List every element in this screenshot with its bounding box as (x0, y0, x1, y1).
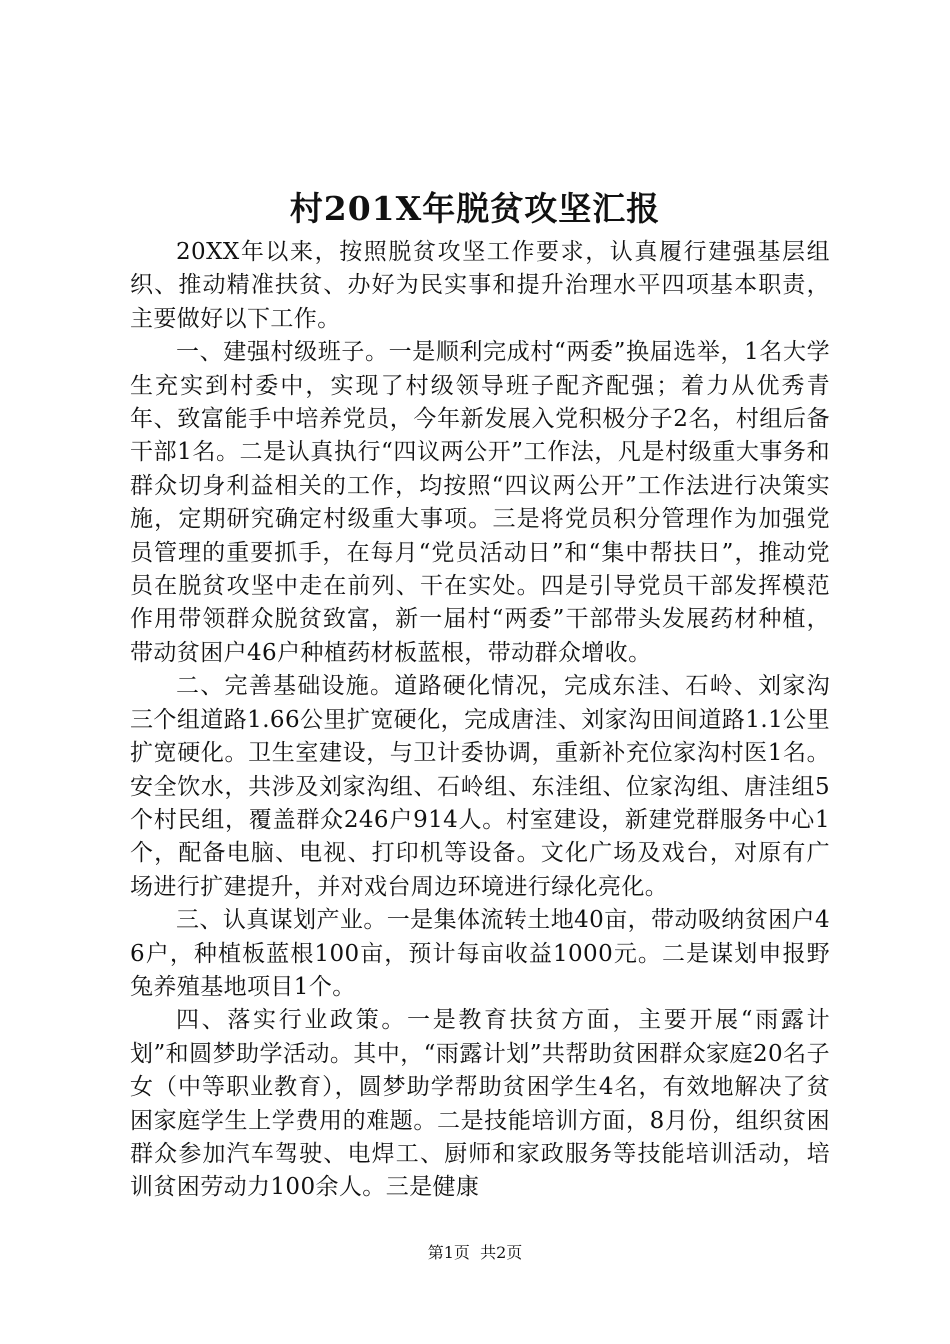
document-body (130, 236, 830, 1205)
document-title: 村201X年脱贫攻坚汇报 (289, 189, 661, 228)
paragraph-section-3: 三、认真谋划产业。一是集体流转土地40亩，带动吸纳贫困户46户，种植板蓝根100亩，预计每亩收益1000元。二是谋划申报野兔养殖基地项目1个。 (130, 907, 830, 1000)
page-total: 共2页 (480, 1243, 523, 1262)
paragraph-section-4: 四、落实行业政策。一是教育扶贫方面，主要开展“雨露计划”和圆梦助学活动。其中，“雨露计划”共帮助贫困群众家庭20名子女（中等职业教育），圆梦助学帮助贫困学生4名，有效地解决了贫困家庭学生上学费用的难题。二是技能培训方面，8月份，组织贫困群众参加汽车驾驶、电焊工、厨师和家政服务等技能培训活动，培训贫困劳动力100余人。三是健康 (130, 1007, 830, 1201)
paragraph-intro: 20XX年以来，按照脱贫攻坚工作要求，认真履行建强基层组织、推动精准扶贫、办好为民实事和提升治理水平四项基本职责，主要做好以下工作。 (130, 239, 830, 332)
paragraph-section-2: 二、完善基础设施。道路硬化情况，完成东洼、石岭、刘家沟三个组道路1.66公里扩宽硬化，完成唐洼、刘家沟田间道路1.1公里扩宽硬化。卫生室建设，与卫计委协调，重新补充位家沟村医1名。安全饮水，共涉及刘家沟组、石岭组、东洼组、位家沟组、唐洼组5个村民组，覆盖群众246户914人。村室建设，新建党群服务中心1个，配备电脑、电视、打印机等设备。文化广场及戏台，对原有广场进行扩建提升，并对戏台周边环境进行绿化亮化。 (130, 673, 830, 900)
paragraph-section-1: 一、建强村级班子。一是顺利完成村“两委”换届选举，1名大学生充实到村委中，实现了村级领导班子配齐配强；着力从优秀青年、致富能手中培养党员，今年新发展入党积极分子2名，村组后备干部1名。二是认真执行“四议两公开”工作法，凡是村级重大事务和群众切身利益相关的工作，均按照“四议两公开”工作法进行决策实施，定期研究确定村级重大事项。三是将党员积分管理作为加强党员管理的重要抓手，在每月“党员活动日”和“集中帮扶日”，推动党员在脱贫攻坚中走在前列、干在实处。四是引导党员干部发挥模范作用带领群众脱贫致富，新一届村“两委”干部带头发展药材种植，带动贫困户46户种植药材板蓝根，带动群众增收。 (130, 339, 830, 666)
page-footer (0, 1242, 950, 1264)
page-number: 第1页 (427, 1243, 470, 1262)
